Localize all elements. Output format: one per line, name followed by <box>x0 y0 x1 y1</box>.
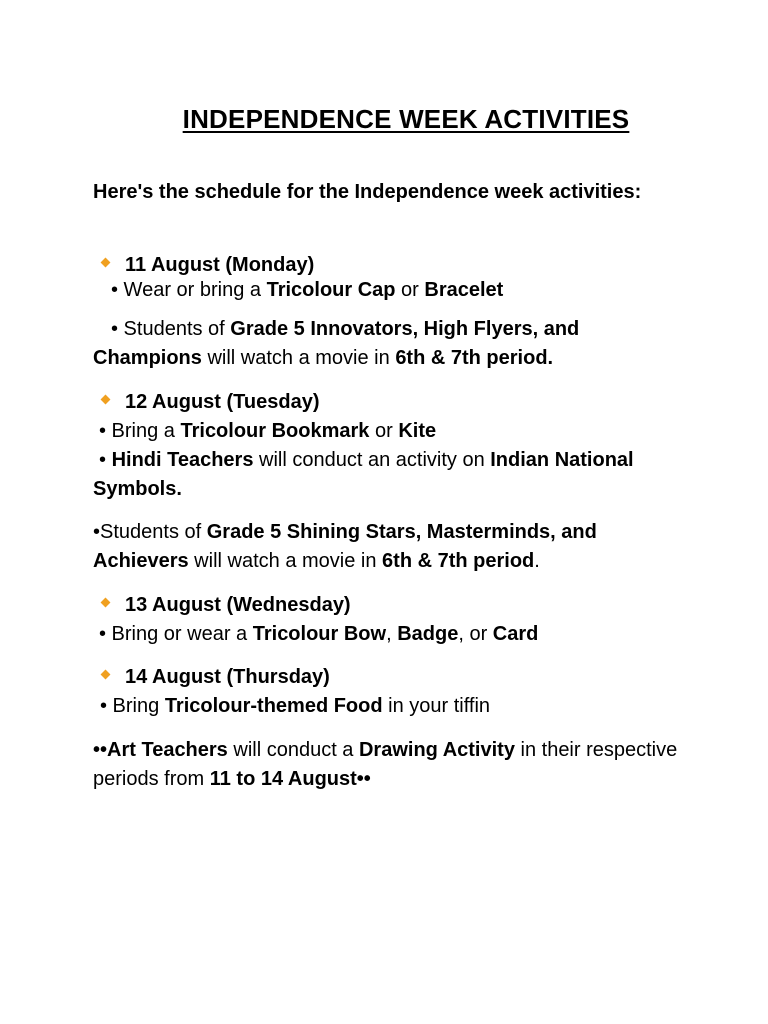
diamond-bullet-icon <box>101 258 111 268</box>
day-heading-monday: 11 August (Monday) <box>102 251 314 280</box>
diamond-bullet-icon <box>101 598 111 608</box>
day-heading-tuesday: 12 August (Tuesday) <box>102 388 319 417</box>
list-item: • Bring a Tricolour Bookmark or Kite <box>99 420 437 442</box>
day-heading-wednesday: 13 August (Wednesday) <box>102 591 351 620</box>
intro-text: Here's the schedule for the Independence week activities: <box>93 181 642 203</box>
list-item: •Students of Grade 5 Shining Stars, Masterminds, and Achievers will watch a movie in 6th & 7th period. <box>93 521 597 572</box>
list-item: • Bring Tricolour-themed Food in your tiffin <box>100 695 491 717</box>
list-item: • Students of Grade 5 Innovators, High Flyers, and Champions will watch a movie in 6th & 7th period. <box>93 318 580 369</box>
diamond-bullet-icon <box>101 670 111 680</box>
day-heading-thursday: 14 August (Thursday) <box>102 663 330 692</box>
page-title: INDEPENDENCE WEEK ACTIVITIES <box>182 104 630 134</box>
list-item: • Wear or bring a Tricolour Cap or Bracelet <box>111 279 504 301</box>
list-item: • Hindi Teachers will conduct an activity on Indian National Symbols. <box>93 449 634 500</box>
closing-note: ••Art Teachers will conduct a Drawing Activity in their respective periods from 11 to 14 August•• <box>93 739 678 790</box>
diamond-bullet-icon <box>101 395 111 405</box>
list-item: • Bring or wear a Tricolour Bow, Badge, or Card <box>99 623 539 645</box>
